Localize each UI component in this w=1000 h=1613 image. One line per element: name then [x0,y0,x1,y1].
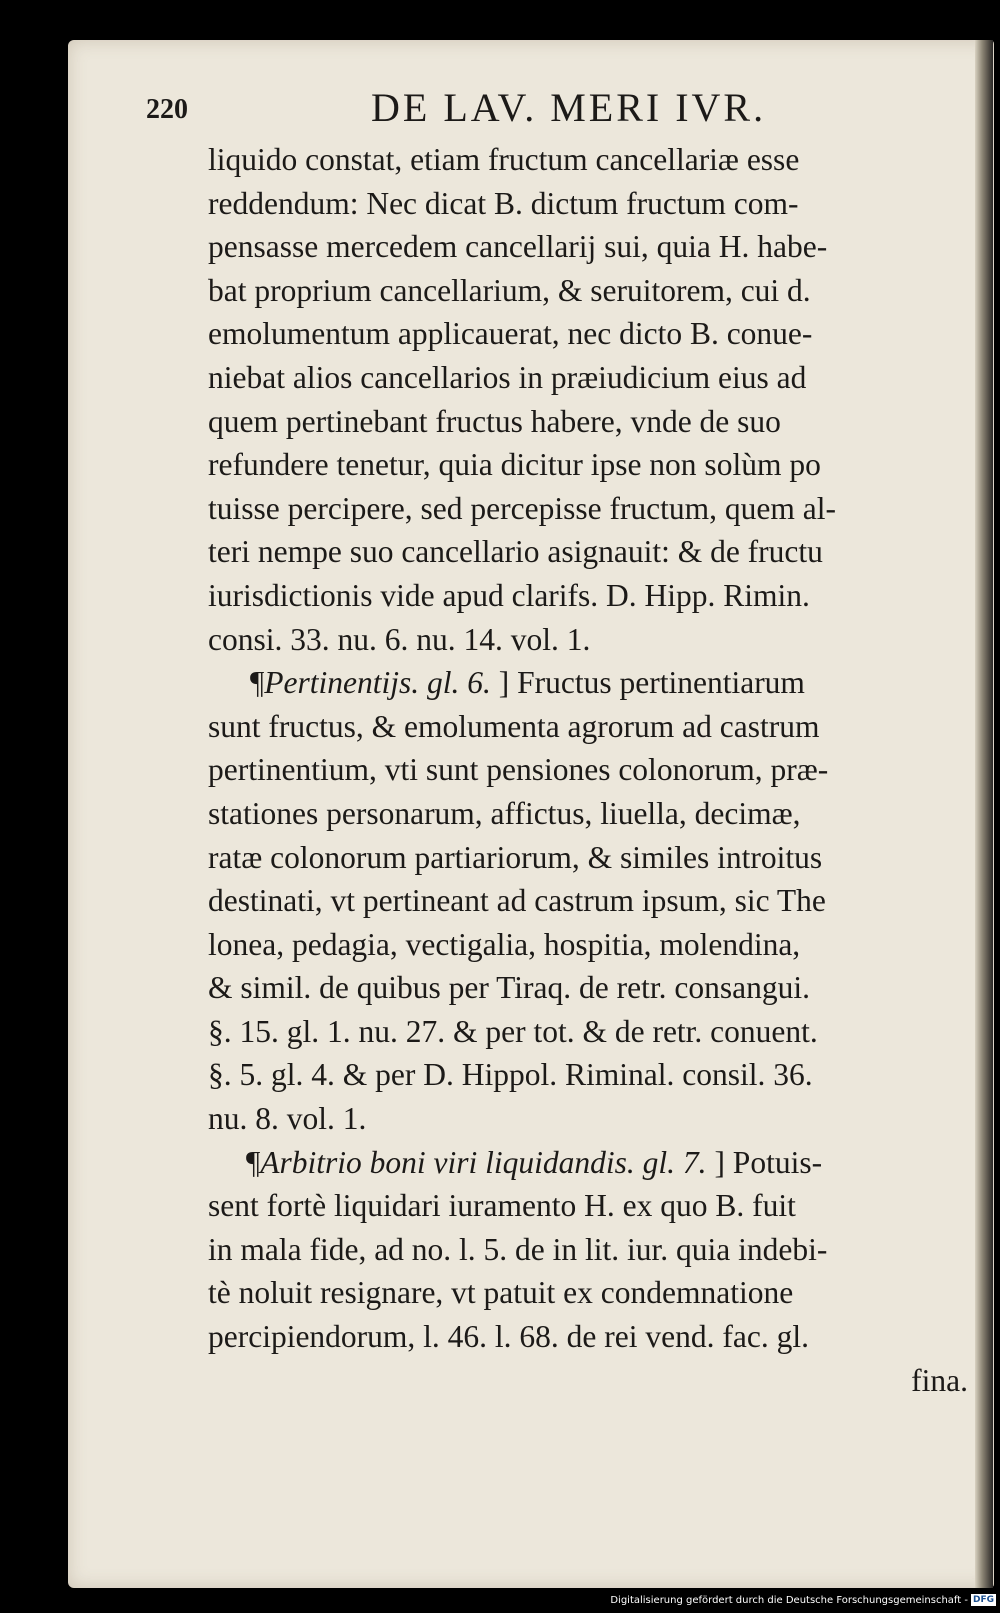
page-body [208,138,978,1402]
text-segment: ] Fructus pertinentiarum [498,665,805,701]
text-line: nu. 8. vol. 1. [208,1101,367,1137]
text-line: sent fortè liquidari iuramento H. ex quo B. fuit [208,1188,796,1224]
text-line: niebat alios cancellarios in præiudicium eius ad [208,359,807,395]
catchword: fina. [911,1362,968,1398]
pilcrow-icon: ¶ [250,665,265,701]
text-line: quem pertinebant fructus habere, vnde de suo [208,403,781,439]
text-line: tuisse percipere, sed percepisse fructum, quem al- [208,490,837,526]
text-line: refundere tenetur, quia dicitur ipse non solùm po [208,447,821,483]
lemma-pertinentijs: Pertinentijs. gl. 6. [264,665,491,701]
text-line: teri nempe suo cancellario asignauit: & de fructu [208,534,823,570]
paragraph-start-arbitrio [208,1141,978,1185]
text-line: stationes personarum, affictus, liuella, decimæ, [208,795,801,831]
dfg-logo-icon: DFG [972,1595,994,1605]
text-line: emolumentum applicauerat, nec dicto B. conue- [208,316,813,352]
text-line: percipiendorum, l. 46. l. 68. de rei vend. fac. gl. [208,1319,809,1355]
text-line: destinati, vt pertineant ad castrum ipsum, sic The [208,883,826,919]
text-line: sunt fructus, & emolumenta agrorum ad castrum [208,708,820,744]
text-line: ratæ colonorum partiariorum, & similes introitus [208,839,823,875]
text-line: liquido constat, etiam fructum cancellariæ esse [208,142,800,177]
text-line: pensasse mercedem cancellarij sui, quia H. habe- [208,229,828,265]
text-line: tè noluit resignare, vt patuit ex condemnatione [208,1275,794,1311]
running-head: DE LAV. MERI IVR. [371,85,767,130]
text-line: & simil. de quibus per Tiraq. de retr. consangui. [208,970,810,1006]
text-line: bat proprium cancellarium, & seruitorem, cui d. [208,272,811,308]
text-line: in mala fide, ad no. l. 5. de in lit. iur. quia indebi- [208,1231,828,1267]
paragraph-start-pertinentijs [208,661,978,705]
pilcrow-icon: ¶ [246,1144,261,1180]
text-line: §. 5. gl. 4. & per D. Hippol. Riminal. consil. 36. [208,1057,813,1093]
text-segment: ] Potuis- [714,1144,823,1180]
credit-text: Digitalisierung gefördert durch die Deutsche Forschungsgemeinschaft - [610,1595,968,1606]
text-line: lonea, pedagia, vectigalia, hospitia, molendina, [208,926,801,962]
text-line: §. 15. gl. 1. nu. 27. & per tot. & de retr. conuent. [208,1013,818,1049]
text-line: iurisdictionis vide apud clarifs. D. Hipp. Rimin. [208,577,810,613]
text-line: pertinentium, vti sunt pensiones colonorum, præ- [208,752,829,788]
digitization-credit [560,1594,996,1610]
page-header [146,84,986,136]
page-number: 220 [146,94,188,125]
text-line: consi. 33. nu. 6. nu. 14. vol. 1. [208,621,591,657]
lemma-arbitrio: Arbitrio boni viri liquidandis. gl. 7. [260,1144,707,1180]
text-line: reddendum: Nec dicat B. dictum fructum com- [208,185,799,221]
